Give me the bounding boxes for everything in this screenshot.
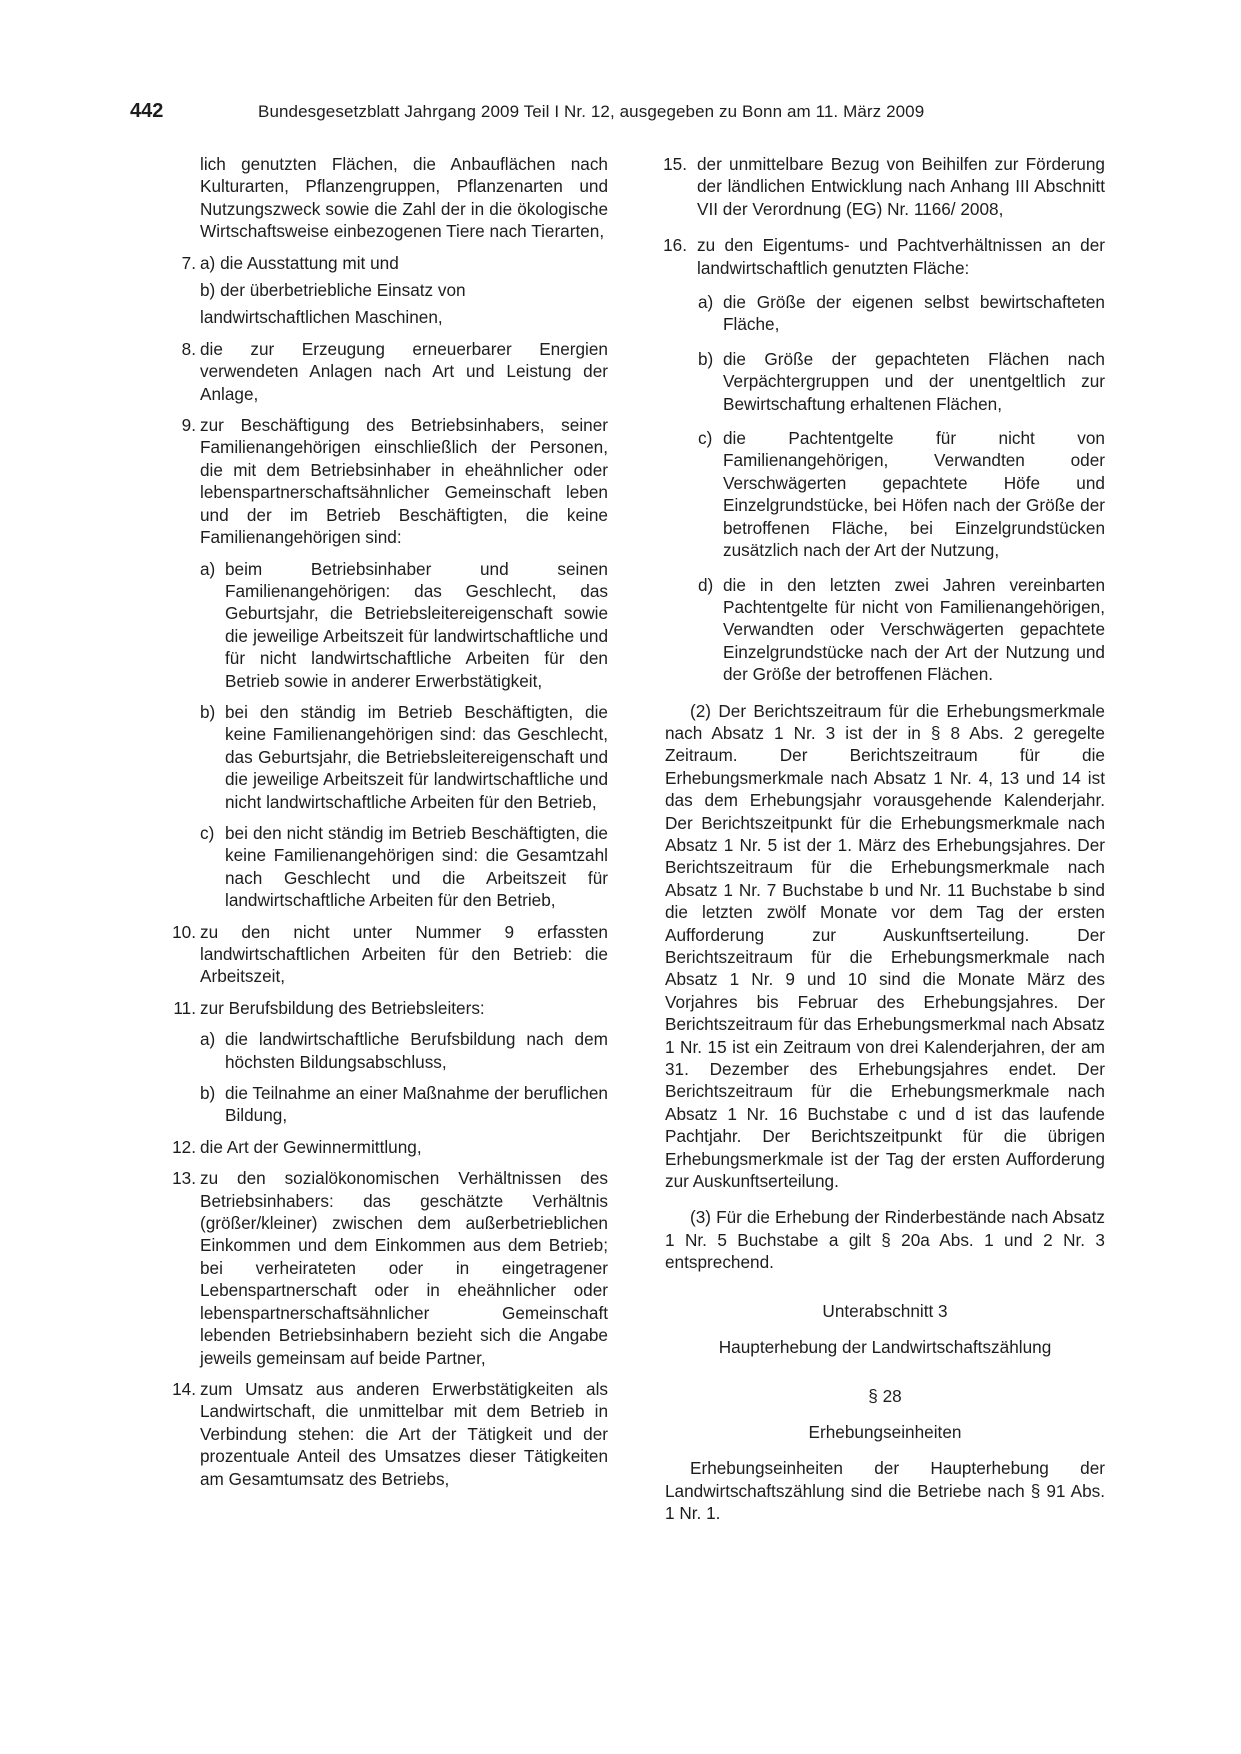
item-text: beim Betriebsinhaber und seinen Familienangehörigen: das Geschlecht, das Geburtsjahr, die Betriebsleitereigenschaft sowie die jeweilige Arbeitszeit für landwirtschaftliche und für nicht landwirtschaftliche Arbeiten für den Betrieb sowie in anderer Erwerbstätigkeit, bbox=[225, 558, 608, 691]
item-number: 7. bbox=[181, 252, 196, 273]
item-letter: a) bbox=[200, 1029, 216, 1050]
item-text: zu den sozialökonomischen Verhältnissen des Betriebsinhabers: das geschätzte Verhältnis (größer/kleiner) zwischen dem außerbetrieblichen Einkommen und dem Einkommen aus dem Betrieb; bei verheirateten oder in eingetragener Lebenspartnerschaft oder in eheähnlicher oder lebenspartnerschaftsähnlicher Gemeinschaft lebenden Betriebsinhabern bezieht sich die Angabe jeweils gemeinsam auf beide Partner, bbox=[200, 1168, 608, 1368]
item-text: die Größe der eigenen selbst bewirtschafteten Fläche, bbox=[723, 292, 1105, 335]
page-header bbox=[130, 100, 1110, 130]
item-text: zur Beschäftigung des Betriebsinhabers, seiner Familienangehörigen einschließlich der Personen, die mit dem Betriebsinhaber in eheähnlicher oder lebenspartnerschaftsähnlicher Gemeinschaft leben und der im Betrieb Beschäftigten, die keine Familienangehörigen sind: bbox=[200, 415, 608, 548]
item-text: bei den nicht ständig im Betrieb Beschäftigten, die keine Familienangehörigen sind: die Gesamtzahl nach Geschlecht und die Arbeitszeit für landwirtschaftliche Arbeiten für den Betrieb, bbox=[225, 822, 608, 911]
list-item-12 bbox=[168, 1136, 608, 1158]
item-text: die landwirtschaftliche Berufsbildung nach dem höchsten Bildungsabschluss, bbox=[225, 1029, 608, 1072]
right-column bbox=[665, 153, 1105, 1539]
item-letter: a) bbox=[200, 558, 216, 579]
item-number: 14. bbox=[172, 1378, 196, 1399]
subsection-label: Unterabschnitt 3 bbox=[822, 1300, 948, 1321]
item-letter: b) bbox=[200, 1083, 216, 1104]
item-number: 11. bbox=[173, 997, 196, 1018]
list-item-11 bbox=[168, 997, 608, 1019]
item-letter: a) bbox=[698, 292, 714, 313]
header-title: Bundesgesetzblatt Jahrgang 2009 Teil I Nr. 12, ausgegeben zu Bonn am 11. März 2009 bbox=[258, 102, 925, 121]
section-text: Erhebungseinheiten der Haupterhebung der Landwirtschaftszählung sind die Betriebe nach § 91 Abs. 1 Nr. 1. bbox=[665, 1458, 1105, 1524]
item-number: 8. bbox=[181, 338, 196, 359]
list-item-9c bbox=[200, 822, 608, 912]
item-text: der überbetriebliche Einsatz von bbox=[220, 280, 466, 301]
item-letter: b) bbox=[200, 701, 216, 722]
item-text: zu den nicht unter Nummer 9 erfassten landwirtschaftlichen Arbeiten für den Betrieb: die Arbeitszeit, bbox=[200, 921, 608, 987]
list-item-8 bbox=[168, 338, 608, 405]
item-number: 12. bbox=[172, 1136, 196, 1157]
list-item-16a bbox=[698, 291, 1105, 336]
section-number: § 28 bbox=[868, 1385, 902, 1406]
continuation-text: lich genutzten Flächen, die Anbauflächen nach Kulturarten, Pflanzengruppen, Pflanzenarten und Nutzungszweck sowie die Zahl der in die ökologische Wirtschaftsweise einbezogenen Tiere nach Tierarten, bbox=[200, 154, 608, 242]
item-text: der unmittelbare Bezug von Beihilfen zur Förderung der ländlichen Entwicklung nach Anhang III Abschnitt VII der Verordnung (EG) Nr. 1166/ 2008, bbox=[697, 154, 1105, 219]
subsection-title: Haupterhebung der Landwirtschaftszählung bbox=[718, 1337, 1052, 1358]
list-item-16 bbox=[665, 234, 1105, 279]
list-item-16b bbox=[698, 348, 1105, 415]
item-text: zum Umsatz aus anderen Erwerbstätigkeiten als Landwirtschaft, die unmittelbar mit dem Betrieb in Verbindung stehen: die Art der Tätigkeit und der prozentuale Anteil des Umsatzes dieser Tätigkeiten am Gesamtumsatz des Betriebs, bbox=[200, 1378, 608, 1489]
item-text: die Größe der gepachteten Flächen nach Verpächtergruppen und der unentgeltlich zur Bewirtschaftung erhaltenen Flächen, bbox=[723, 348, 1105, 414]
list-item-16d bbox=[698, 574, 1105, 686]
item-text: bei den ständig im Betrieb Beschäftigten, die keine Familienangehörigen sind: das Geschlecht, das Geburtsjahr, die Betriebsleitereigenschaft und die jeweilige Arbeitszeit für landwirtschaftliche und nicht landwirtschaftliche Arbeiten für den Betrieb, bbox=[225, 701, 608, 812]
item-text: die zur Erzeugung erneuerbarer Energien verwendeten Anlagen nach Art und Leistung der Anlage, bbox=[200, 338, 608, 404]
item-number: 10. bbox=[172, 921, 196, 942]
item-text: die in den letzten zwei Jahren vereinbarten Pachtentgelte für nicht von Familienangehörigen, Verwandten oder Verschwägerten gepachtete Einzelgrundstücke nach der Art der Nutzung und der Größe der betroffenen Flächen. bbox=[723, 574, 1105, 685]
item-text: die Ausstattung mit und bbox=[220, 252, 399, 273]
item-letter: c) bbox=[698, 428, 713, 449]
item-letter: b) bbox=[698, 348, 714, 369]
item-letter: c) bbox=[200, 822, 215, 843]
list-item-16c bbox=[698, 427, 1105, 561]
item-text: zu den Eigentums- und Pachtverhältnissen an der landwirtschaftlich genutzten Fläche: bbox=[697, 235, 1105, 278]
list-item-14 bbox=[168, 1378, 608, 1490]
list-item-7-tail: landwirtschaftlichen Maschinen, bbox=[200, 307, 443, 328]
item-letter: b) bbox=[200, 280, 216, 301]
item-letter: d) bbox=[698, 574, 714, 595]
left-column bbox=[168, 153, 608, 1499]
item-letter: a) bbox=[200, 252, 216, 273]
paragraph-2: (2) Der Berichtszeitraum für die Erhebungsmerkmale nach Absatz 1 Nr. 3 ist der in § 8 Abs. 2 geregelte Zeitraum. Der Berichtszeitraum für die Erhebungsmerkmale nach Absatz 1 Nr. 4, 13 und 14 ist das dem Erhebungsjahr vorausgehende Kalenderjahr. Der Berichtszeitpunkt für die Erhebungsmerkmale nach Absatz 1 Nr. 5 ist der 1. März des Erhebungsjahres. Der Berichtszeitraum für die Erhebungsmerkmale nach Absatz 1 Nr. 7 Buchstabe b und Nr. 11 Buchstabe b sind die letzten zwölf Monate vor dem Tag der ersten Aufforderung zur Auskunftserteilung. Der Berichtszeitraum für die Erhebungsmerkmale nach Absatz 1 Nr. 9 und 10 sind die Monate März des Vorjahres bis Februar des Erhebungsjahres. Der Berichtszeitraum für das Erhebungsmerkmal nach Absatz 1 Nr. 15 ist ein Zeitraum von drei Kalenderjahren, der am 31. Dezember des Erhebungsjahres endet. Der Berichtszeitraum für die Erhebungsmerkmale nach Absatz 1 Nr. 16 Buchstabe c und d ist das laufende Pachtjahr. Der Berichtszeitpunkt für die übrigen Erhebungsmerkmale ist der Tag der ersten Aufforderung zur Auskunftserteilung. bbox=[665, 700, 1105, 1192]
list-item-7b bbox=[168, 279, 608, 301]
list-item-9a bbox=[200, 558, 608, 692]
list-item-10 bbox=[168, 921, 608, 988]
item-text: zur Berufsbildung des Betriebsleiters: bbox=[200, 997, 485, 1018]
item-text: die Teilnahme an einer Maßnahme der beruflichen Bildung, bbox=[225, 1083, 608, 1126]
page-number: 442 bbox=[130, 100, 164, 122]
list-item-11b bbox=[200, 1082, 608, 1127]
list-item-9 bbox=[168, 414, 608, 548]
item-text: die Art der Gewinnermittlung, bbox=[200, 1136, 422, 1157]
list-item-7 bbox=[168, 252, 608, 274]
list-item-9b bbox=[200, 701, 608, 813]
paragraph-3: (3) Für die Erhebung der Rinderbestände nach Absatz 1 Nr. 5 Buchstabe a gilt § 20a Abs. 1 und 2 Nr. 3 entsprechend. bbox=[665, 1207, 1105, 1273]
item-number: 15. bbox=[663, 154, 687, 174]
item-text: die Pachtentgelte für nicht von Familienangehörigen, Verwandten oder Verschwägerten gepachtete Höfe und Einzelgrundstücke, bei Höfen nach der Größe der betroffenen Fläche, bei Einzelgrundstücken zusätzlich nach der Art der Nutzung, bbox=[723, 428, 1105, 561]
section-title: Erhebungseinheiten bbox=[808, 1421, 962, 1442]
item-number: 9. bbox=[181, 415, 196, 436]
item-number: 13. bbox=[172, 1168, 196, 1189]
item-number: 16. bbox=[663, 235, 687, 256]
list-item-11a bbox=[200, 1028, 608, 1073]
list-item-13 bbox=[168, 1167, 608, 1369]
list-item-15 bbox=[665, 153, 1105, 220]
